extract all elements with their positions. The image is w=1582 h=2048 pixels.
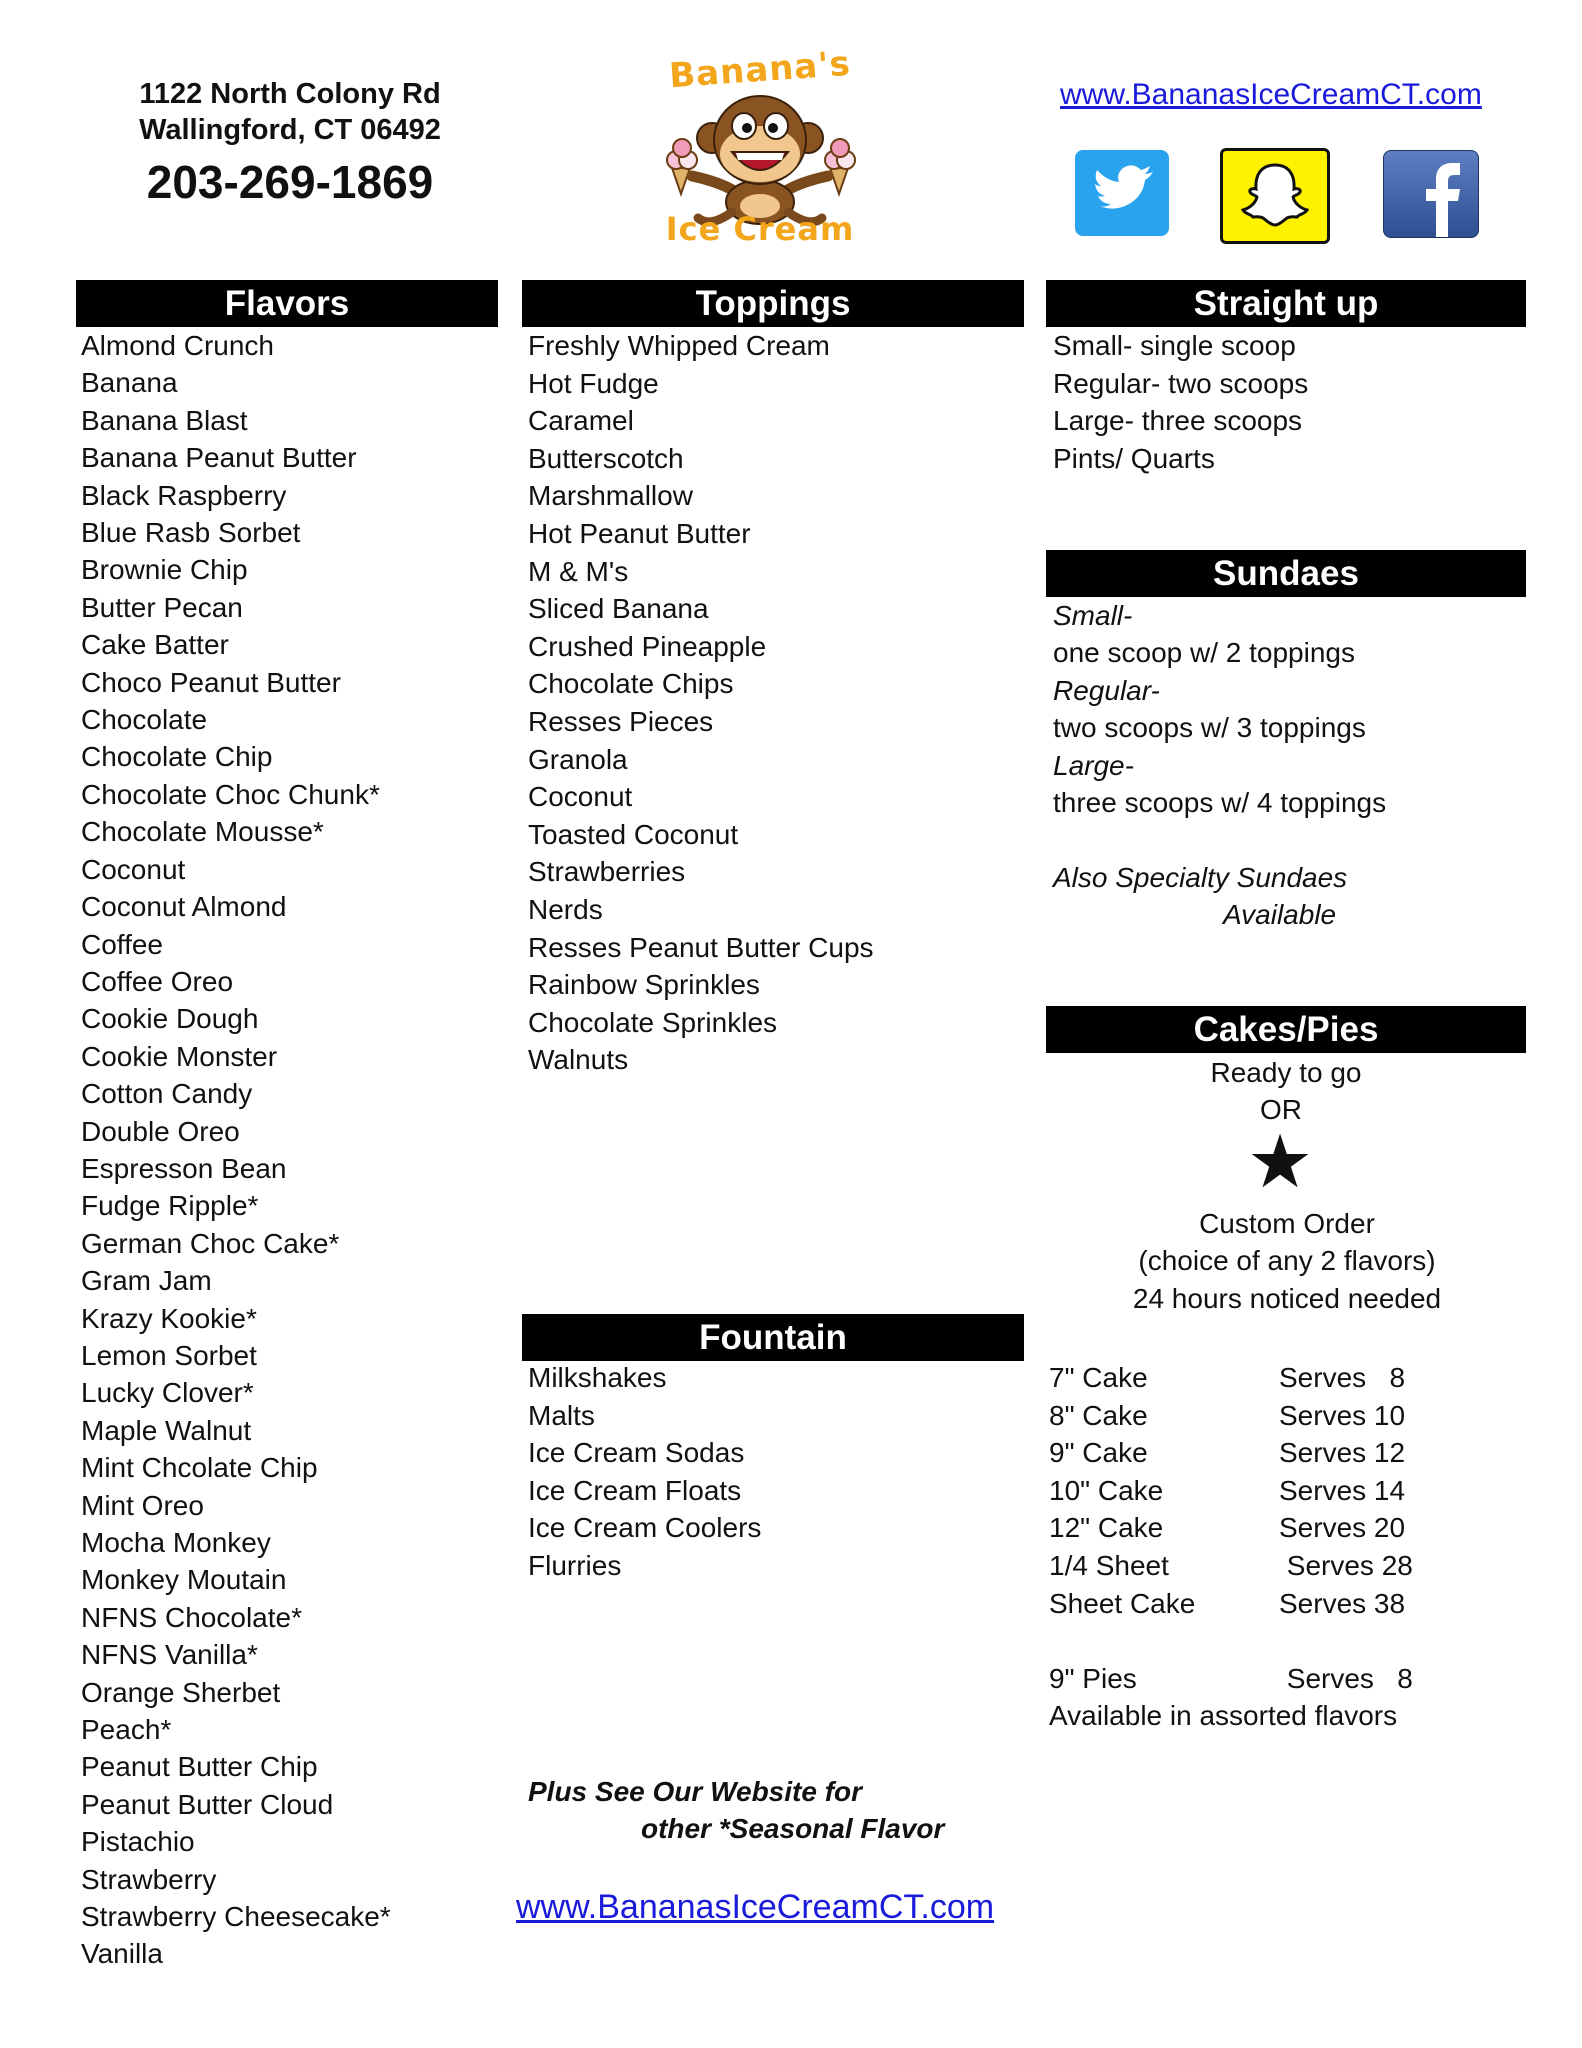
fountain-item: Ice Cream Floats — [528, 1474, 742, 1506]
cake-size-row — [1049, 1547, 1413, 1585]
toppings-header: Toppings — [522, 280, 1024, 327]
topping-item: Hot Fudge — [528, 367, 659, 399]
straight-up-item: Large- three scoops — [1053, 405, 1303, 437]
topping-item: Walnuts — [528, 1044, 629, 1076]
sundae-large-label: Large- — [1053, 750, 1134, 781]
flavor-item: Fudge Ripple* — [81, 1190, 259, 1222]
promo-line2: other *Seasonal Flavor — [641, 1813, 945, 1844]
flavor-item: Strawberry Cheesecake* — [81, 1901, 391, 1933]
flavor-item: Mint Chcolate Chip — [81, 1452, 318, 1484]
cake-size-row — [1049, 1397, 1406, 1435]
cake-size-row — [1049, 1472, 1406, 1510]
flavor-item: Chocolate — [81, 704, 208, 736]
sundae-small-desc: one scoop w/ 2 toppings — [1053, 637, 1355, 668]
flavor-item: Pistachio — [81, 1826, 195, 1858]
flavor-item: NFNS Chocolate* — [81, 1601, 302, 1633]
topping-item: Hot Peanut Butter — [528, 517, 751, 549]
topping-item: Nerds — [528, 893, 603, 925]
logo-title: Banana's — [667, 43, 853, 97]
topping-item: Resses Peanut Butter Cups — [528, 931, 874, 963]
flavor-item: Gram Jam — [81, 1265, 212, 1297]
flavor-item: Banana — [81, 367, 178, 399]
cake-size-row — [1049, 1585, 1406, 1623]
topping-item: Rainbow Sprinkles — [528, 969, 760, 1001]
cakes-or: OR — [1260, 1094, 1302, 1125]
pies-row — [1049, 1660, 1413, 1698]
topping-item: Strawberries — [528, 856, 686, 888]
sundaes-header: Sundaes — [1046, 550, 1526, 597]
cake-size-row — [1049, 1434, 1406, 1472]
specialty-line2: Available — [1223, 899, 1337, 930]
fountain-list — [528, 1359, 761, 1585]
sundae-regular-label: Regular- — [1053, 675, 1160, 706]
topping-item: Sliced Banana — [528, 593, 709, 625]
flavor-item: Peanut Butter Cloud — [81, 1788, 334, 1820]
sundae-large-desc: three scoops w/ 4 toppings — [1053, 787, 1387, 818]
cake-size: 1/4 Sheet — [1049, 1550, 1169, 1581]
specialty-line1: Also Specialty Sundaes — [1053, 862, 1348, 893]
sundae-regular-desc: two scoops w/ 3 toppings — [1053, 712, 1366, 743]
cakes-header: Cakes/Pies — [1046, 1006, 1526, 1053]
promo-line1: Plus See Our Website for — [528, 1776, 863, 1807]
flavor-item: Peach* — [81, 1714, 172, 1746]
straight-up-item: Small- single scoop — [1053, 330, 1296, 361]
flavor-item: Chocolate Choc Chunk* — [81, 778, 380, 810]
flavor-item: Peanut Butter Chip — [81, 1751, 318, 1783]
fountain-item: Ice Cream Sodas — [528, 1437, 745, 1469]
flavor-item: Monkey Moutain — [81, 1564, 287, 1596]
topping-item: Caramel — [528, 405, 634, 437]
twitter-icon[interactable] — [1075, 150, 1169, 236]
pies-serves: Serves 8 — [1279, 1663, 1413, 1694]
topping-item: Crushed Pineapple — [528, 630, 767, 662]
logo-subtitle: Ice Cream — [665, 210, 855, 248]
star-icon: ★ — [1246, 1120, 1314, 1203]
cake-size: 8" Cake — [1049, 1399, 1148, 1431]
flavor-item: Cookie Monster — [81, 1040, 278, 1072]
fountain-item: Flurries — [528, 1549, 622, 1581]
facebook-icon[interactable] — [1383, 150, 1479, 238]
flavor-item: Coffee — [81, 928, 163, 960]
toppings-list — [528, 327, 874, 1079]
fountain-item: Malts — [528, 1399, 595, 1431]
flavor-item: Chocolate Chip — [81, 741, 273, 773]
sundae-small-label: Small- — [1053, 600, 1133, 631]
flavor-item: Cake Batter — [81, 629, 229, 661]
cake-size: 12" Cake — [1049, 1512, 1164, 1544]
custom-line2: (choice of any 2 flavors) — [1138, 1245, 1436, 1276]
pies-size: 9" Pies — [1049, 1663, 1137, 1694]
flavor-item: NFNS Vanilla* — [81, 1639, 258, 1671]
flavor-item: Almond Crunch — [81, 330, 274, 361]
topping-item: Resses Pieces — [528, 705, 714, 737]
flavor-item: Strawberry — [81, 1863, 217, 1895]
flavor-item: Lucky Clover* — [81, 1377, 254, 1409]
straight-up-item: Regular- two scoops — [1053, 367, 1309, 399]
flavors-header: Flavors — [76, 280, 498, 327]
cake-size-row — [1049, 1509, 1406, 1547]
pies-note: Available in assorted flavors — [1049, 1700, 1398, 1731]
bananas-logo — [640, 42, 880, 252]
flavor-item: Espresson Bean — [81, 1152, 287, 1184]
topping-item: Toasted Coconut — [528, 818, 739, 850]
flavor-item: German Choc Cake* — [81, 1227, 340, 1259]
flavor-item: Blue Rasb Sorbet — [81, 517, 301, 549]
flavor-item: Coconut Almond — [81, 891, 287, 923]
topping-item: Marshmallow — [528, 480, 693, 512]
flavor-item: Krazy Kookie* — [81, 1302, 257, 1334]
cake-serves: Serves 38 — [1279, 1587, 1406, 1619]
flavors-list — [81, 327, 391, 1973]
topping-item: Chocolate Sprinkles — [528, 1006, 778, 1038]
topping-item: M & M's — [528, 555, 629, 587]
cake-size: 7" Cake — [1049, 1362, 1148, 1393]
topping-item: Granola — [528, 743, 628, 775]
flavor-item: Coffee Oreo — [81, 965, 234, 997]
cake-serves: Serves 8 — [1279, 1362, 1406, 1393]
address-line1: 1122 North Colony Rd — [139, 78, 441, 110]
flavor-item: Chocolate Mousse* — [81, 816, 324, 848]
flavor-item: Mint Oreo — [81, 1489, 204, 1521]
flavor-item: Coconut — [81, 853, 186, 885]
flavor-item: Banana Peanut Butter — [81, 442, 357, 474]
fountain-header: Fountain — [522, 1314, 1024, 1361]
custom-line1: Custom Order — [1199, 1208, 1375, 1239]
flavor-item: Banana Blast — [81, 404, 248, 436]
flavor-item: Vanilla — [81, 1938, 163, 1970]
fountain-item: Ice Cream Coolers — [528, 1512, 762, 1544]
straight-up-list — [1053, 327, 1308, 477]
flavor-item: Double Oreo — [81, 1115, 240, 1147]
address-line2: Wallingford, CT 06492 — [139, 114, 441, 146]
cake-size-row — [1049, 1359, 1406, 1397]
flavor-item: Cookie Dough — [81, 1003, 259, 1035]
cake-size: Sheet Cake — [1049, 1587, 1196, 1619]
website-link-top[interactable]: www.BananasIceCreamCT.com — [1060, 78, 1482, 111]
flavor-item: Maple Walnut — [81, 1414, 252, 1446]
topping-item: Butterscotch — [528, 442, 684, 474]
address-block — [100, 76, 480, 212]
flavor-item: Lemon Sorbet — [81, 1339, 257, 1371]
straight-up-header: Straight up — [1046, 280, 1526, 327]
website-link-bottom[interactable]: www.BananasIceCreamCT.com — [516, 1888, 995, 1926]
flavor-item: Mocha Monkey — [81, 1527, 271, 1558]
cake-size: 10" Cake — [1049, 1474, 1164, 1506]
straight-up-item: Pints/ Quarts — [1053, 442, 1215, 474]
cake-size: 9" Cake — [1049, 1437, 1148, 1469]
topping-item: Chocolate Chips — [528, 668, 734, 700]
cake-serves: Serves 28 — [1279, 1550, 1413, 1581]
flavor-item: Orange Sherbet — [81, 1676, 281, 1708]
flavor-item: Choco Peanut Butter — [81, 666, 341, 698]
cake-serves: Serves 14 — [1279, 1474, 1406, 1506]
fountain-item: Milkshakes — [528, 1362, 667, 1393]
cake-serves: Serves 10 — [1279, 1399, 1406, 1431]
cakes-ready: Ready to go — [1210, 1057, 1362, 1088]
flavor-item: Cotton Candy — [81, 1078, 253, 1110]
cake-serves: Serves 20 — [1279, 1512, 1406, 1544]
phone-number[interactable]: 203-269-1869 — [146, 156, 434, 208]
flavor-item: Butter Pecan — [81, 591, 243, 623]
snapchat-icon[interactable] — [1220, 148, 1330, 244]
topping-item: Coconut — [528, 781, 633, 813]
flavor-item: Black Raspberry — [81, 479, 287, 511]
cake-serves: Serves 12 — [1279, 1437, 1406, 1469]
flavor-item: Brownie Chip — [81, 554, 248, 586]
topping-item: Freshly Whipped Cream — [528, 330, 830, 361]
custom-line3: 24 hours noticed needed — [1132, 1283, 1442, 1314]
